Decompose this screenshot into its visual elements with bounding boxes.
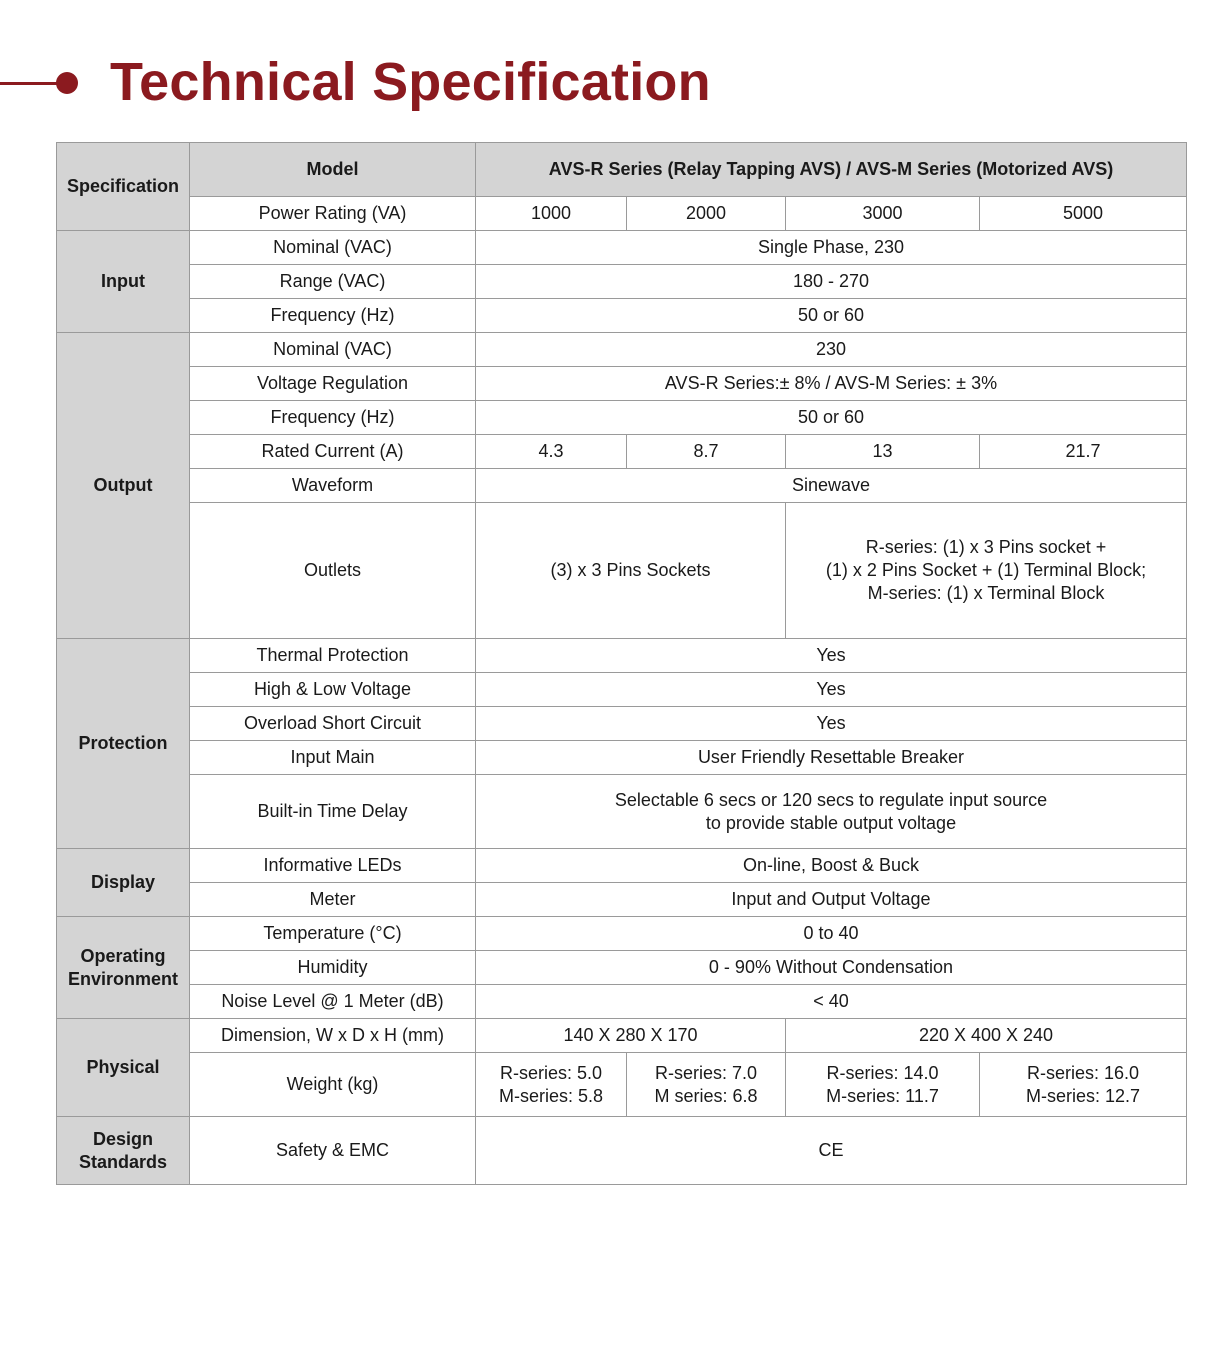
- row-value: Sinewave: [476, 469, 1187, 503]
- table-row: [57, 985, 1187, 1019]
- table-row: [57, 775, 1187, 849]
- row-value: Selectable 6 secs or 120 secs to regulate input source to provide stable output voltage: [476, 775, 1187, 849]
- category-input: Input: [57, 231, 190, 333]
- table-row: [57, 299, 1187, 333]
- model-header: Model: [190, 143, 476, 197]
- row-label: Thermal Protection: [190, 639, 476, 673]
- power-rating-cell: 2000: [627, 197, 786, 231]
- weight-cell: R-series: 14.0 M-series: 11.7: [786, 1053, 980, 1117]
- category-operating-environment: Operating Environment: [57, 917, 190, 1019]
- row-label: Weight (kg): [190, 1053, 476, 1117]
- spec-table: [56, 142, 1187, 1185]
- power-rating-cell: 5000: [980, 197, 1187, 231]
- row-label: Dimension, W x D x H (mm): [190, 1019, 476, 1053]
- dimension-large-value: 220 X 400 X 240: [786, 1019, 1187, 1053]
- row-label: Nominal (VAC): [190, 333, 476, 367]
- row-value: Input and Output Voltage: [476, 883, 1187, 917]
- table-row: [57, 707, 1187, 741]
- row-value: Yes: [476, 707, 1187, 741]
- weight-cell: R-series: 7.0 M series: 6.8: [627, 1053, 786, 1117]
- row-value: 180 - 270: [476, 265, 1187, 299]
- row-label: Frequency (Hz): [190, 401, 476, 435]
- category-physical: Physical: [57, 1019, 190, 1117]
- row-value: 0 to 40: [476, 917, 1187, 951]
- table-row: [57, 231, 1187, 265]
- row-value: Yes: [476, 673, 1187, 707]
- row-value: 0 - 90% Without Condensation: [476, 951, 1187, 985]
- weight-cell: R-series: 5.0 M-series: 5.8: [476, 1053, 627, 1117]
- table-row: [57, 333, 1187, 367]
- table-row: [57, 265, 1187, 299]
- rated-current-cell: 13: [786, 435, 980, 469]
- table-row: [57, 1019, 1187, 1053]
- specification-header: Specification: [57, 143, 190, 231]
- rated-current-cell: 21.7: [980, 435, 1187, 469]
- outlets-large-value: R-series: (1) x 3 Pins socket + (1) x 2 Pins Socket + (1) Terminal Block; M-series: (1) x Terminal Block: [786, 503, 1187, 639]
- title-accent-line: [0, 82, 62, 85]
- row-value: < 40: [476, 985, 1187, 1019]
- rated-current-cell: 4.3: [476, 435, 627, 469]
- row-label: Voltage Regulation: [190, 367, 476, 401]
- row-value: AVS-R Series:± 8% / AVS-M Series: ± 3%: [476, 367, 1187, 401]
- row-label: Humidity: [190, 951, 476, 985]
- category-design-standards: Design Standards: [57, 1117, 190, 1185]
- table-row: [57, 849, 1187, 883]
- category-protection: Protection: [57, 639, 190, 849]
- row-label: Built-in Time Delay: [190, 775, 476, 849]
- outlets-small-value: (3) x 3 Pins Sockets: [476, 503, 786, 639]
- row-label: Input Main: [190, 741, 476, 775]
- table-row: [57, 741, 1187, 775]
- row-label: Meter: [190, 883, 476, 917]
- rated-current-cell: 8.7: [627, 435, 786, 469]
- table-row: [57, 367, 1187, 401]
- table-row: [57, 951, 1187, 985]
- series-header: AVS-R Series (Relay Tapping AVS) / AVS-M Series (Motorized AVS): [476, 143, 1187, 197]
- power-rating-label: Power Rating (VA): [190, 197, 476, 231]
- table-row: [57, 1117, 1187, 1185]
- row-value: CE: [476, 1117, 1187, 1185]
- row-label: Noise Level @ 1 Meter (dB): [190, 985, 476, 1019]
- table-row: [57, 401, 1187, 435]
- table-row: [57, 639, 1187, 673]
- row-label: Rated Current (A): [190, 435, 476, 469]
- table-row: [57, 1053, 1187, 1117]
- row-label: Overload Short Circuit: [190, 707, 476, 741]
- page-title: Technical Specification: [110, 52, 711, 112]
- weight-cell: R-series: 16.0 M-series: 12.7: [980, 1053, 1187, 1117]
- category-output: Output: [57, 333, 190, 639]
- row-label: Informative LEDs: [190, 849, 476, 883]
- row-label: Safety & EMC: [190, 1117, 476, 1185]
- table-row: [57, 673, 1187, 707]
- row-label: Frequency (Hz): [190, 299, 476, 333]
- row-value: On-line, Boost & Buck: [476, 849, 1187, 883]
- power-rating-cell: 1000: [476, 197, 627, 231]
- power-rating-row: [57, 197, 1187, 231]
- table-row: [57, 503, 1187, 639]
- dimension-small-value: 140 X 280 X 170: [476, 1019, 786, 1053]
- row-value: User Friendly Resettable Breaker: [476, 741, 1187, 775]
- table-row: [57, 469, 1187, 503]
- row-label: Temperature (°C): [190, 917, 476, 951]
- row-label: Nominal (VAC): [190, 231, 476, 265]
- row-value: Yes: [476, 639, 1187, 673]
- row-label: Outlets: [190, 503, 476, 639]
- row-value: 50 or 60: [476, 401, 1187, 435]
- title-bullet-icon: [56, 72, 78, 94]
- row-label: Range (VAC): [190, 265, 476, 299]
- row-value: 230: [476, 333, 1187, 367]
- row-label: Waveform: [190, 469, 476, 503]
- row-label: High & Low Voltage: [190, 673, 476, 707]
- row-value: Single Phase, 230: [476, 231, 1187, 265]
- table-row: [57, 435, 1187, 469]
- table-row: [57, 917, 1187, 951]
- category-display: Display: [57, 849, 190, 917]
- table-row: [57, 883, 1187, 917]
- power-rating-cell: 3000: [786, 197, 980, 231]
- header-row: [57, 143, 1187, 197]
- row-value: 50 or 60: [476, 299, 1187, 333]
